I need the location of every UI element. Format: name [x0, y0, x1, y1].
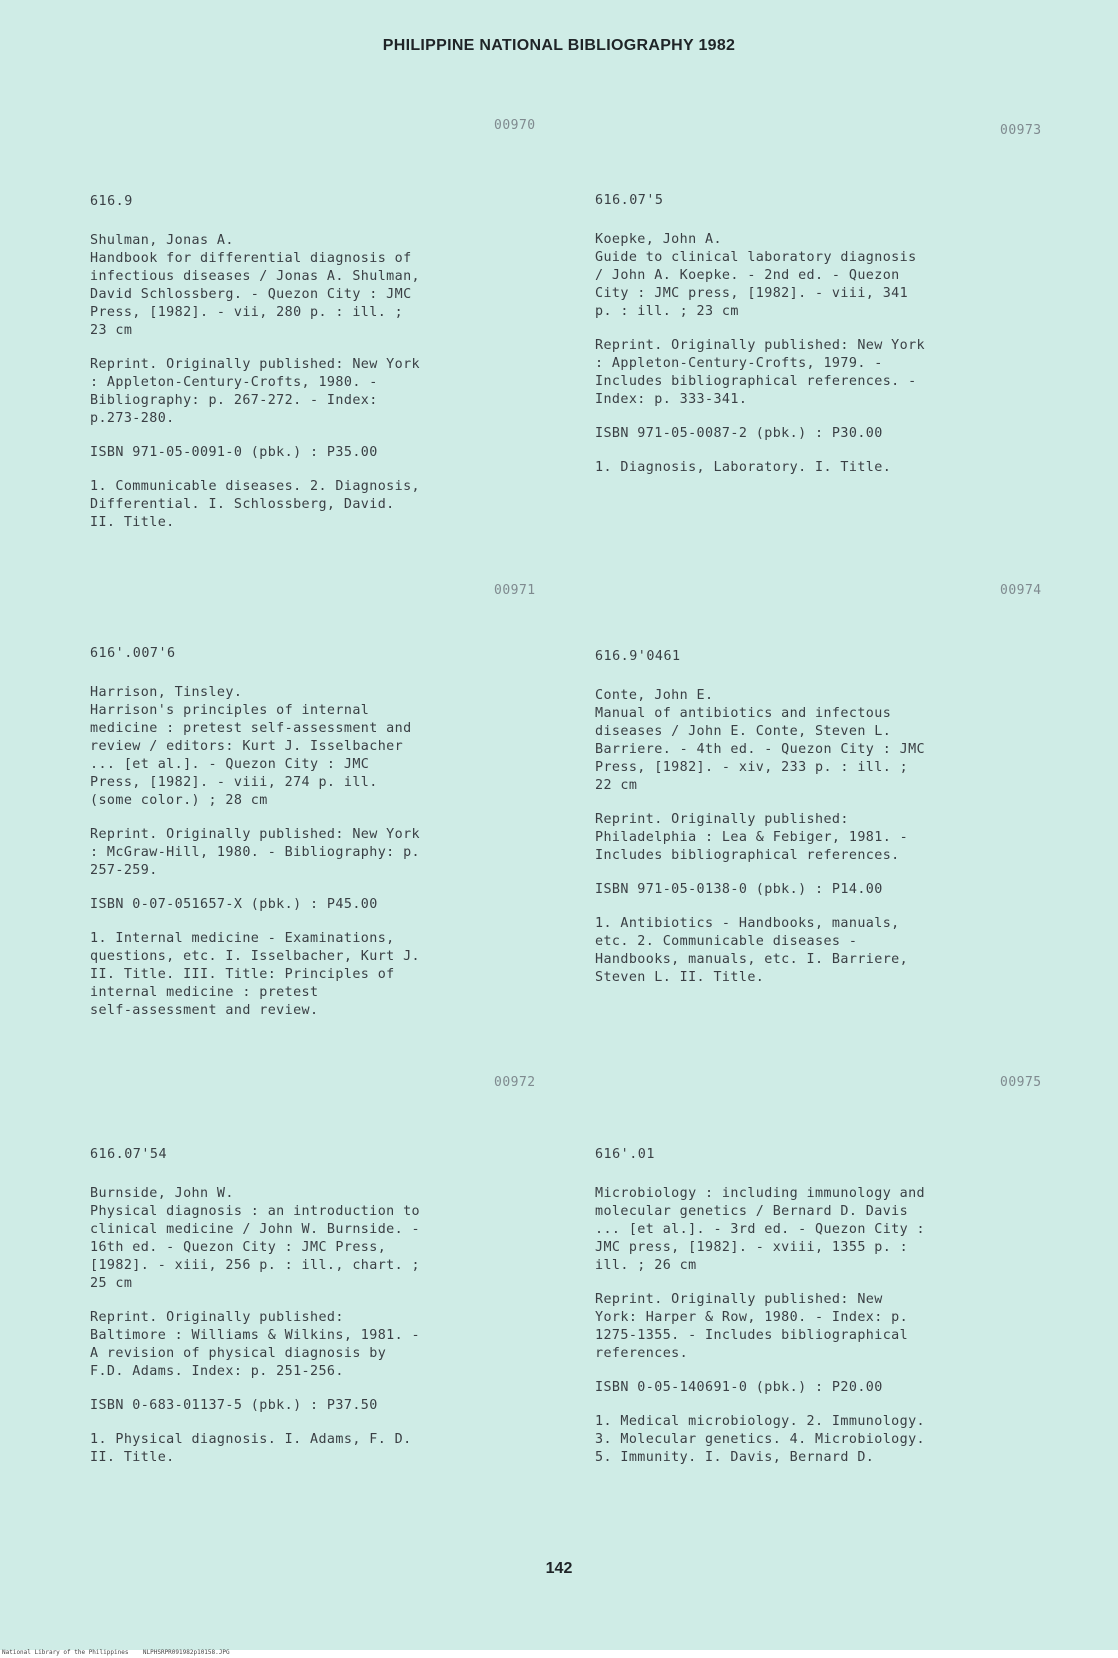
entry-number: 00973: [1000, 123, 1042, 138]
entry-tracings: 1. Internal medicine - Examinations, questions, etc. I. Isselbacher, Kurt J. II. Title. III. Title: Principles of internal medicine : pretest self-assessment and review.: [90, 931, 421, 1018]
entry-number: 00975: [1000, 1075, 1042, 1090]
page-title: PHILIPPINE NATIONAL BIBLIOGRAPHY 1982: [382, 37, 736, 54]
entry-notes: Reprint. Originally published: New York : Appleton-Century-Crofts, 1980. - Bibliography: p. 267-272. - Index: p.273-280.: [90, 357, 421, 426]
entry-notes: Reprint. Originally published: Philadelphia : Lea & Febiger, 1981. - Includes bibliographical references.: [595, 812, 909, 863]
entry-body: Shulman, Jonas A. Handbook for differential diagnosis of infectious diseases / Jonas A. Shulman, David Schlossberg. - Quezon City : JMC Press, [1982]. - vii, 280 p. : ill. ; 23 cm: [90, 233, 421, 338]
classification-number: 616.07'54: [90, 1147, 168, 1162]
entry-tracings: 1. Medical microbiology. 2. Immunology. 3. Molecular genetics. 4. Microbiology. 5. Immunity. I. Davis, Bernard D.: [595, 1414, 926, 1465]
entry-tracings: 1. Communicable diseases. 2. Diagnosis, Differential. I. Schlossberg, David. II. Title.: [90, 479, 421, 530]
entry-isbn: ISBN 971-05-0138-0 (pbk.) : P14.00: [595, 882, 883, 897]
entry-body: Burnside, John W. Physical diagnosis : an introduction to clinical medicine / John W. Burnside. - 16th ed. - Quezon City : JMC Press, [1982]. - xiii, 256 p. : ill., chart. ; 25 cm: [90, 1186, 421, 1291]
entry-number: 00970: [494, 118, 536, 133]
footer-caption: [2, 1649, 230, 1656]
entry-number: 00974: [1000, 583, 1042, 598]
bibliographic-entry: [90, 1146, 560, 1483]
entry-tracings: 1. Physical diagnosis. I. Adams, F. D. II. Title.: [90, 1432, 412, 1465]
entry-number: 00971: [494, 583, 536, 598]
classification-number: 616'.01: [595, 1147, 655, 1162]
entry-tracings: 1. Diagnosis, Laboratory. I. Title.: [595, 460, 892, 475]
bibliographic-entry: [595, 192, 1055, 493]
entry-notes: Reprint. Originally published: New York: Harper & Row, 1980. - Index: p. 1275-1355. - Includes bibliographical references.: [595, 1292, 909, 1361]
classification-number: 616.9: [90, 194, 133, 209]
entry-body: Koepke, John A. Guide to clinical laboratory diagnosis / John A. Koepke. - 2nd ed. - Quezon City : JMC press, [1982]. - viii, 341 p. : ill. ; 23 cm: [595, 232, 917, 319]
classification-number: 616.9'0461: [595, 649, 681, 664]
bibliographic-entry: [90, 645, 560, 1036]
entry-isbn: ISBN 0-683-01137-5 (pbk.) : P37.50: [90, 1398, 378, 1413]
entry-body: Microbiology : including immunology and molecular genetics / Bernard D. Davis ... [et al.]. - 3rd ed. - Quezon City : JMC press, [1982]. - xviii, 1355 p. : ill. ; 26 cm: [595, 1186, 926, 1273]
entry-isbn: ISBN 0-05-140691-0 (pbk.) : P20.00: [595, 1380, 883, 1395]
bibliographic-entry: [595, 648, 1055, 1003]
entry-body: Harrison, Tinsley. Harrison's principles of internal medicine : pretest self-assessment and review / editors: Kurt J. Isselbacher ... [et al.]. - Quezon City : JMC Press, [1982]. - viii, 274 p. ill. (some color.) ; 28 cm: [90, 685, 412, 808]
entry-isbn: ISBN 971-05-0087-2 (pbk.) : P30.00: [595, 426, 883, 441]
page-number: 142: [545, 1560, 573, 1577]
entry-number: 00972: [494, 1075, 536, 1090]
bibliographic-entry: [90, 193, 560, 548]
entry-notes: Reprint. Originally published: New York : Appleton-Century-Crofts, 1979. - Includes bibliographical references. - Index: p. 333-341.: [595, 338, 926, 407]
entry-isbn: ISBN 971-05-0091-0 (pbk.) : P35.00: [90, 445, 378, 460]
entry-notes: Reprint. Originally published: New York : McGraw-Hill, 1980. - Bibliography: p. 257-259.: [90, 827, 421, 878]
footer-file: NLPHSRPR091982p10158.JPG: [142, 1649, 230, 1656]
classification-number: 616'.007'6: [90, 646, 176, 661]
bibliographic-entry: [595, 1146, 1055, 1483]
entry-isbn: ISBN 0-07-051657-X (pbk.) : P45.00: [90, 897, 378, 912]
entry-body: Conte, John E. Manual of antibiotics and infectous diseases / John E. Conte, Steven L. Barriere. - 4th ed. - Quezon City : JMC Press, [1982]. - xiv, 233 p. : ill. ; 22 cm: [595, 688, 926, 793]
entry-tracings: 1. Antibiotics - Handbooks, manuals, etc. 2. Communicable diseases - Handbooks, manuals, etc. I. Barriere, Steven L. II. Title.: [595, 916, 909, 985]
classification-number: 616.07'5: [595, 193, 664, 208]
footer-source: National Library of the Philippines: [2, 1649, 129, 1656]
entry-notes: Reprint. Originally published: Baltimore : Williams & Wilkins, 1981. - A revision of physical diagnosis by F.D. Adams. Index: p. 251-256.: [90, 1310, 421, 1379]
